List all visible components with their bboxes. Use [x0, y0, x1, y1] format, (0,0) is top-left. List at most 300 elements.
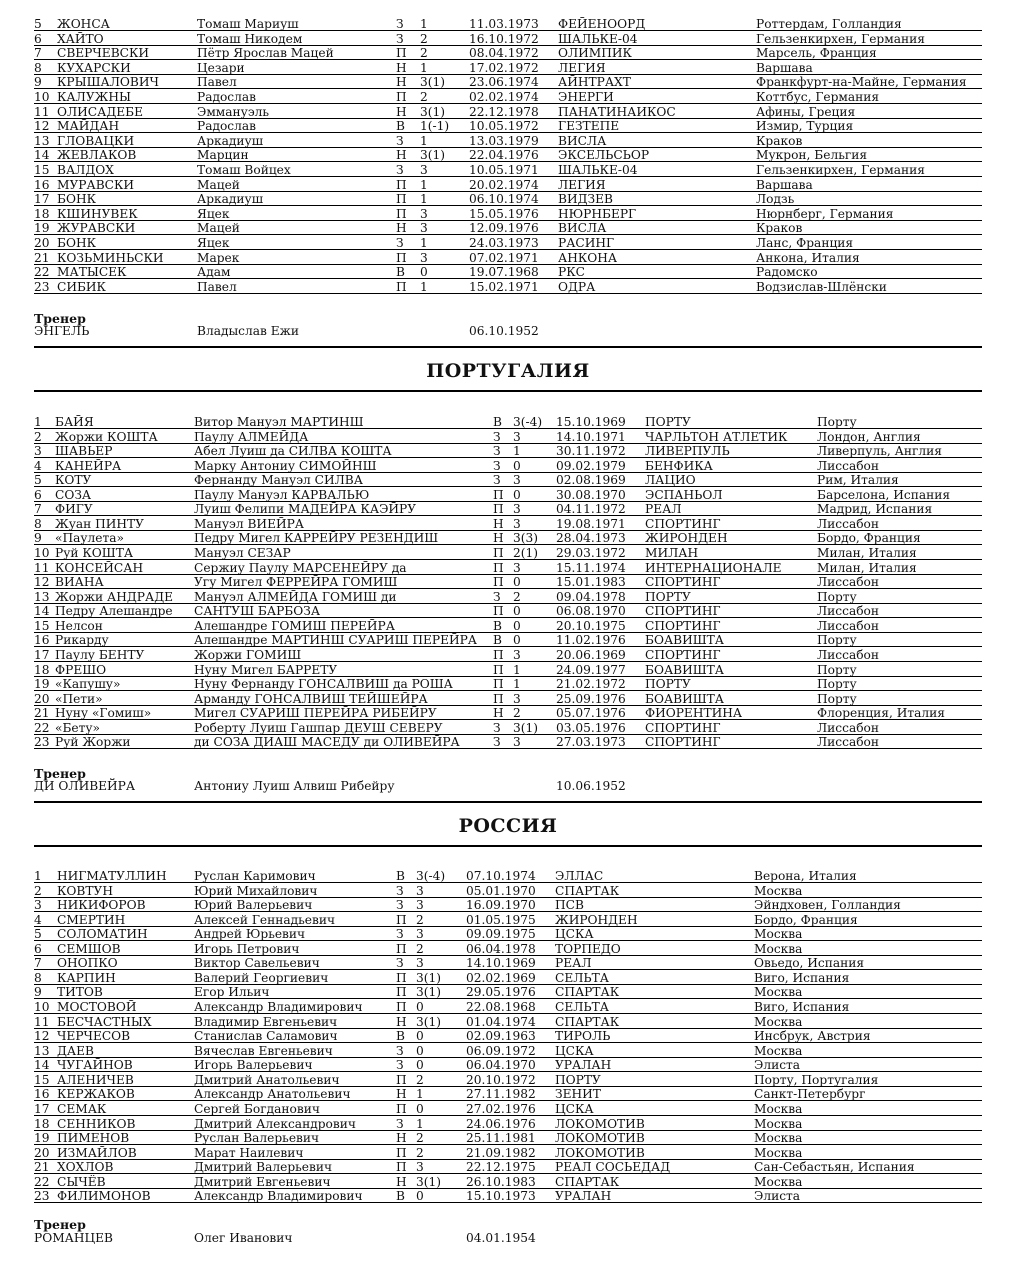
player-name: КАЛУЖНЫ: [57, 90, 131, 104]
player-full-name: Томаш Никодем: [197, 31, 303, 46]
player-full-name: Цезари: [197, 60, 245, 75]
club: СПОРТИНГ: [645, 618, 721, 633]
poland-coach-label: Тренер: [34, 311, 86, 326]
row-number: 6: [34, 487, 42, 502]
row-number: 21: [34, 250, 50, 265]
caps-goals: 1: [420, 17, 428, 31]
club-city: Порту: [817, 677, 857, 692]
position: Н: [493, 516, 504, 531]
club-city: Эйндховен, Голландия: [754, 898, 901, 913]
birth-date: 01.05.1975: [466, 912, 536, 927]
birth-date: 23.06.1974: [469, 75, 539, 90]
club-city: Москва: [754, 941, 803, 956]
caps-goals: 1(-1): [420, 119, 450, 134]
table-row: [0, 134, 1016, 148]
table-row: [0, 619, 1016, 633]
position: В: [396, 869, 405, 883]
caps-goals: 0: [416, 1029, 424, 1044]
caps-goals: 0: [513, 604, 521, 619]
club-city: Роттердам, Голландия: [756, 17, 902, 31]
player-full-name: Станислав Саламович: [194, 1029, 338, 1044]
club: ПСВ: [555, 898, 584, 913]
player-full-name: Мацей: [197, 177, 240, 192]
player-name: ХОХЛОВ: [57, 1160, 114, 1175]
caps-goals: 3: [513, 516, 521, 531]
birth-date: 19.07.1968: [469, 265, 539, 280]
player-name: ЖОНСА: [57, 17, 110, 31]
club: УРАЛАН: [555, 1189, 612, 1204]
table-row: [0, 633, 1016, 647]
position: З: [396, 927, 404, 942]
player-name: ТИТОВ: [57, 985, 103, 1000]
table-row: [0, 1044, 1016, 1058]
row-number: 19: [34, 1131, 50, 1146]
row-number: 23: [34, 1189, 50, 1204]
player-full-name: Александр Анатольевич: [194, 1087, 351, 1102]
player-full-name: Марек: [197, 250, 240, 265]
birth-date: 19.08.1971: [556, 516, 626, 531]
table-row: [0, 105, 1016, 119]
birth-date: 28.04.1973: [556, 531, 626, 546]
position: З: [396, 956, 404, 971]
player-name: КУХАРСКИ: [57, 60, 131, 75]
caps-goals: 3(1): [420, 148, 446, 163]
birth-date: 10.05.1972: [469, 119, 539, 134]
row-number: 7: [34, 956, 42, 971]
portugal-coach-surname: ДИ ОЛИВЕЙРА: [34, 779, 136, 793]
club-city: Лиссабон: [817, 647, 880, 662]
player-full-name: Нуну Фернанду ГОНСАЛВИШ да РОША: [194, 677, 453, 692]
position: П: [396, 1160, 407, 1175]
position: Н: [396, 60, 407, 75]
player-name: КОНСЕЙСАН: [55, 560, 144, 575]
caps-goals: 0: [513, 487, 521, 502]
portugal-coach-name: Антониу Луиш Алвиш Рибейру: [194, 779, 395, 793]
birth-date: 14.10.1971: [556, 429, 626, 444]
club-city: Порту: [817, 589, 857, 604]
player-full-name: Алексей Геннадьевич: [194, 912, 336, 927]
portugal-coach-dob: 10.06.1952: [556, 779, 626, 793]
caps-goals: 2: [420, 46, 428, 61]
row-number: 13: [34, 589, 50, 604]
table-row: [0, 473, 1016, 487]
row-number: 7: [34, 502, 42, 517]
club-city: Рим, Италия: [817, 473, 899, 488]
player-name: КОЗЬМИНЬСКИ: [57, 250, 164, 265]
position: З: [493, 589, 501, 604]
player-full-name: Дмитрий Валерьевич: [194, 1160, 333, 1175]
table-row: [0, 985, 1016, 999]
birth-date: 14.10.1969: [466, 956, 536, 971]
player-name: ЖУРАВСКИ: [57, 221, 136, 236]
club: ШАЛЬКЕ-04: [558, 31, 638, 46]
position: З: [396, 163, 404, 177]
player-full-name: Вячеслав Евгеньевич: [194, 1043, 333, 1058]
club: РЕАЛ: [645, 502, 682, 517]
row-number: 15: [34, 618, 50, 633]
club: ЭНЕРГИ: [558, 90, 614, 104]
birth-date: 30.08.1970: [556, 487, 626, 502]
club-city: Москва: [754, 1043, 803, 1058]
caps-goals: 0: [513, 633, 521, 648]
club-city: Коттбус, Германия: [756, 90, 880, 104]
club-city: Лиссабон: [817, 720, 880, 735]
position: З: [493, 444, 501, 459]
poland-coach-surname: ЭНГЕЛЬ: [34, 324, 90, 338]
position: В: [493, 633, 502, 648]
club-city: Анкона, Италия: [756, 250, 860, 265]
row-number: 6: [34, 31, 42, 46]
caps-goals: 0: [416, 1189, 424, 1204]
position: З: [396, 17, 404, 31]
table-row: [0, 869, 1016, 883]
birth-date: 25.09.1976: [556, 691, 626, 706]
club: ПАНАТИНАИКОС: [558, 104, 676, 119]
club: ЛЕГИЯ: [558, 60, 606, 75]
birth-date: 17.02.1972: [469, 60, 539, 75]
table-row: [0, 32, 1016, 46]
row-number: 3: [34, 444, 42, 459]
row-number: 2: [34, 883, 42, 898]
club-city: Порту: [817, 415, 857, 429]
position: З: [396, 1116, 404, 1131]
player-full-name: Дмитрий Александрович: [194, 1116, 356, 1131]
birth-date: 22.12.1975: [466, 1160, 536, 1175]
caps-goals: 2: [513, 589, 521, 604]
position: В: [493, 618, 502, 633]
player-name: СВЕРЧЕВСКИ: [57, 46, 150, 61]
position: Н: [396, 1174, 407, 1189]
club: ЦСКА: [555, 927, 594, 942]
position: В: [396, 1029, 405, 1044]
table-row: [0, 517, 1016, 531]
table-row: [0, 956, 1016, 970]
club-city: Порту: [817, 662, 857, 677]
club-city: Элиста: [754, 1058, 801, 1073]
caps-goals: 1: [420, 279, 428, 294]
player-full-name: Руслан Валерьевич: [194, 1131, 320, 1146]
player-full-name: Алешандре ГОМИШ ПЕРЕЙРА: [194, 618, 395, 633]
caps-goals: 3: [420, 206, 428, 221]
club-city: Лиссабон: [817, 618, 880, 633]
birth-date: 24.03.1973: [469, 236, 539, 250]
player-name: СЕМАК: [57, 1101, 107, 1116]
club: МИЛАН: [645, 546, 699, 561]
table-row: [0, 221, 1016, 235]
position: Н: [396, 104, 407, 119]
position: П: [493, 560, 504, 575]
row-number: 15: [34, 1072, 50, 1087]
club: ЛИВЕРПУЛЬ: [645, 444, 730, 459]
caps-goals: 2: [416, 1072, 424, 1087]
player-name: ШАВЬЕР: [55, 444, 113, 459]
caps-goals: 3: [513, 560, 521, 575]
club: БЕНФИКА: [645, 458, 713, 473]
caps-goals: 1: [416, 1087, 424, 1102]
player-full-name: Мацей: [197, 221, 240, 236]
birth-date: 30.11.1972: [556, 444, 626, 459]
birth-date: 09.04.1978: [556, 589, 626, 604]
position: З: [396, 898, 404, 913]
position: П: [396, 279, 407, 294]
player-full-name: Егор Ильич: [194, 985, 270, 1000]
player-full-name: Мануэл АЛМЕЙДА ГОМИШ ди: [194, 589, 397, 604]
birth-date: 22.12.1978: [469, 104, 539, 119]
caps-goals: 0: [416, 1058, 424, 1073]
portugal-coach-label: Тренер: [34, 766, 86, 781]
birth-date: 27.11.1982: [466, 1087, 536, 1102]
position: П: [396, 206, 407, 221]
row-number: 5: [34, 927, 42, 942]
player-name: «Капушу»: [55, 677, 121, 692]
row-number: 9: [34, 531, 42, 546]
player-name: ДАЕВ: [57, 1043, 94, 1058]
row-number: 16: [34, 1087, 50, 1102]
position: П: [396, 1145, 407, 1160]
row-number: 2: [34, 429, 42, 444]
row-number: 7: [34, 46, 42, 61]
row-number: 23: [34, 735, 50, 750]
player-name: ГЛОВАЦКИ: [57, 133, 135, 148]
player-name: «Паулета»: [55, 531, 124, 546]
player-name: ЧЕРЧЕСОВ: [57, 1029, 131, 1044]
player-name: КЕРЖАКОВ: [57, 1087, 135, 1102]
club-city: Москва: [754, 1145, 803, 1160]
player-full-name: Дмитрий Евгеньевич: [194, 1174, 331, 1189]
birth-date: 02.02.1974: [469, 90, 539, 104]
caps-goals: 3: [513, 502, 521, 517]
club-city: Водзислав-Шлёнски: [756, 279, 887, 294]
player-full-name: Александр Владимирович: [194, 1189, 363, 1204]
position: П: [396, 985, 407, 1000]
caps-goals: 3(1): [416, 1014, 442, 1029]
caps-goals: 2: [420, 90, 428, 104]
club-city: Москва: [754, 1174, 803, 1189]
row-number: 10: [34, 90, 50, 104]
caps-goals: 0: [416, 1000, 424, 1015]
club-city: Инсбрук, Австрия: [754, 1029, 871, 1044]
player-full-name: Яцек: [197, 236, 230, 250]
table-row: [0, 192, 1016, 206]
player-full-name: Игорь Валерьевич: [194, 1058, 313, 1073]
player-name: «Пети»: [55, 691, 103, 706]
club: ПОРТУ: [645, 415, 691, 429]
player-full-name: Мануэл ВИЕЙРА: [194, 516, 305, 531]
club-city: Лондон, Англия: [817, 429, 921, 444]
player-full-name: Руслан Каримович: [194, 869, 316, 883]
position: П: [396, 912, 407, 927]
player-full-name: Паулу АЛМЕЙДА: [194, 429, 309, 444]
birth-date: 15.10.1973: [466, 1189, 536, 1204]
club: ПОРТУ: [645, 677, 691, 692]
position: П: [396, 250, 407, 265]
player-full-name: ди СОЗА ДИАШ МАСЕДУ ди ОЛИВЕЙРА: [194, 735, 460, 750]
club: ПОРТУ: [645, 589, 691, 604]
player-name: СИБИК: [57, 279, 106, 294]
birth-date: 21.02.1972: [556, 677, 626, 692]
player-name: ФРЕШО: [55, 662, 107, 677]
position: П: [396, 1000, 407, 1015]
player-name: Педру Алешандре: [55, 604, 173, 619]
player-full-name: Нуну Мигел БАРРЕТУ: [194, 662, 338, 677]
club: СПОРТИНГ: [645, 647, 721, 662]
player-full-name: Томаш Мариуш: [197, 17, 299, 31]
table-row: [0, 75, 1016, 89]
player-full-name: Арманду ГОНСАЛВИШ ТЕЙШЕЙРА: [194, 691, 428, 706]
position: П: [396, 970, 407, 985]
row-number: 17: [34, 1101, 50, 1116]
birth-date: 26.10.1983: [466, 1174, 536, 1189]
table-row: [0, 927, 1016, 941]
club-city: Варшава: [756, 177, 813, 192]
club: ШАЛЬКЕ-04: [558, 163, 638, 177]
row-number: 17: [34, 647, 50, 662]
row-number: 19: [34, 221, 50, 236]
table-row: [0, 280, 1016, 294]
caps-goals: 3: [416, 1160, 424, 1175]
club-city: Лиссабон: [817, 575, 880, 590]
caps-goals: 1: [416, 1116, 424, 1131]
position: З: [396, 133, 404, 148]
birth-date: 11.02.1976: [556, 633, 626, 648]
club-city: Милан, Италия: [817, 546, 917, 561]
table-row: [0, 942, 1016, 956]
club: СПОРТИНГ: [645, 720, 721, 735]
caps-goals: 2(1): [513, 546, 539, 561]
player-name: СЕМШОВ: [57, 941, 121, 956]
club: ЛЕГИЯ: [558, 177, 606, 192]
player-name: ВАЛДОХ: [57, 163, 114, 177]
row-number: 18: [34, 662, 50, 677]
table-row: [0, 913, 1016, 927]
caps-goals: 3(1): [416, 1174, 442, 1189]
row-number: 22: [34, 1174, 50, 1189]
position: В: [396, 119, 405, 134]
position: Н: [493, 706, 504, 721]
row-number: 20: [34, 236, 50, 250]
club-city: Овьедо, Испания: [754, 956, 865, 971]
row-number: 3: [34, 898, 42, 913]
player-name: Паулу БЕНТУ: [55, 647, 145, 662]
row-number: 6: [34, 941, 42, 956]
table-row: [0, 1073, 1016, 1087]
club: ЦСКА: [555, 1043, 594, 1058]
table-row: [0, 207, 1016, 221]
table-row: [0, 444, 1016, 458]
table-row: [0, 604, 1016, 618]
player-name: СЫЧЁВ: [57, 1174, 106, 1189]
row-number: 9: [34, 75, 42, 90]
row-number: 19: [34, 677, 50, 692]
player-full-name: Игорь Петрович: [194, 941, 300, 956]
player-name: БАЙЯ: [55, 415, 94, 429]
club-city: Порту, Португалия: [754, 1072, 879, 1087]
club: ФИОРЕНТИНА: [645, 706, 743, 721]
club: АЙНТРАХТ: [558, 75, 631, 90]
player-name: КОВТУН: [57, 883, 113, 898]
player-name: ЧУГАЙНОВ: [57, 1058, 133, 1073]
birth-date: 22.08.1968: [466, 1000, 536, 1015]
club: СПОРТИНГ: [645, 604, 721, 619]
table-row: [0, 1131, 1016, 1145]
club: ТОРПЕДО: [555, 941, 621, 956]
player-full-name: Аркадиуш: [197, 133, 264, 148]
caps-goals: 2: [416, 912, 424, 927]
player-name: БОНК: [57, 192, 97, 207]
club-city: Москва: [754, 927, 803, 942]
club-city: Лиссабон: [817, 458, 880, 473]
position: П: [493, 546, 504, 561]
player-name: КШИНУВЕК: [57, 206, 138, 221]
birth-date: 06.10.1974: [469, 192, 539, 207]
position: П: [493, 647, 504, 662]
club: ЭСПАНЬОЛ: [645, 487, 723, 502]
row-number: 12: [34, 119, 50, 134]
player-name: Руй Жоржи: [55, 735, 131, 750]
club: УРАЛАН: [555, 1058, 612, 1073]
row-number: 20: [34, 691, 50, 706]
club-city: Санкт-Петербург: [754, 1087, 866, 1102]
player-full-name: Луиш Фелипи МАДЕЙРА КАЭЙРУ: [194, 502, 417, 517]
caps-goals: 2: [416, 941, 424, 956]
caps-goals: 2: [416, 1131, 424, 1146]
player-full-name: Фернанду Мануэл СИЛВА: [194, 473, 363, 488]
player-full-name: Павел: [197, 279, 237, 294]
table-row: [0, 90, 1016, 104]
birth-date: 21.09.1982: [466, 1145, 536, 1160]
player-name: НИГМАТУЛЛИН: [57, 869, 167, 883]
row-rule: [34, 293, 982, 294]
position: Н: [396, 1014, 407, 1029]
birth-date: 08.04.1972: [469, 46, 539, 61]
birth-date: 09.09.1975: [466, 927, 536, 942]
birth-date: 15.10.1969: [556, 415, 626, 429]
position: П: [493, 662, 504, 677]
club-city: Виго, Испания: [754, 1000, 850, 1015]
birth-date: 02.08.1969: [556, 473, 626, 488]
caps-goals: 3: [513, 647, 521, 662]
row-number: 14: [34, 1058, 50, 1073]
club-city: Порту: [817, 691, 857, 706]
row-number: 15: [34, 163, 50, 177]
club: СПОРТИНГ: [645, 575, 721, 590]
player-full-name: Эммануэль: [197, 104, 270, 119]
player-full-name: Алешандре МАРТИНШ СУАРИШ ПЕРЕЙРА: [194, 633, 478, 648]
table-row: [0, 119, 1016, 133]
player-name: МУРАВСКИ: [57, 177, 135, 192]
position: П: [493, 677, 504, 692]
player-name: МАТЫСЕК: [57, 265, 127, 280]
birth-date: 01.04.1974: [466, 1014, 536, 1029]
club-city: Сан-Себастьян, Испания: [754, 1160, 915, 1175]
position: В: [493, 415, 502, 429]
row-number: 13: [34, 133, 50, 148]
player-full-name: Сергей Богданович: [194, 1101, 320, 1116]
row-number: 9: [34, 985, 42, 1000]
player-name: НИКИФОРОВ: [57, 898, 146, 913]
table-row: [0, 735, 1016, 749]
birth-date: 27.02.1976: [466, 1101, 536, 1116]
row-number: 8: [34, 970, 42, 985]
divider: [34, 801, 982, 803]
birth-date: 02.09.1963: [466, 1029, 536, 1044]
club: ВИСЛА: [558, 133, 607, 148]
club-city: Гельзенкирхен, Германия: [756, 31, 925, 46]
row-number: 8: [34, 516, 42, 531]
player-full-name: Валерий Георгиевич: [194, 970, 329, 985]
club: ОЛИМПИК: [558, 46, 632, 61]
row-number: 14: [34, 148, 50, 163]
